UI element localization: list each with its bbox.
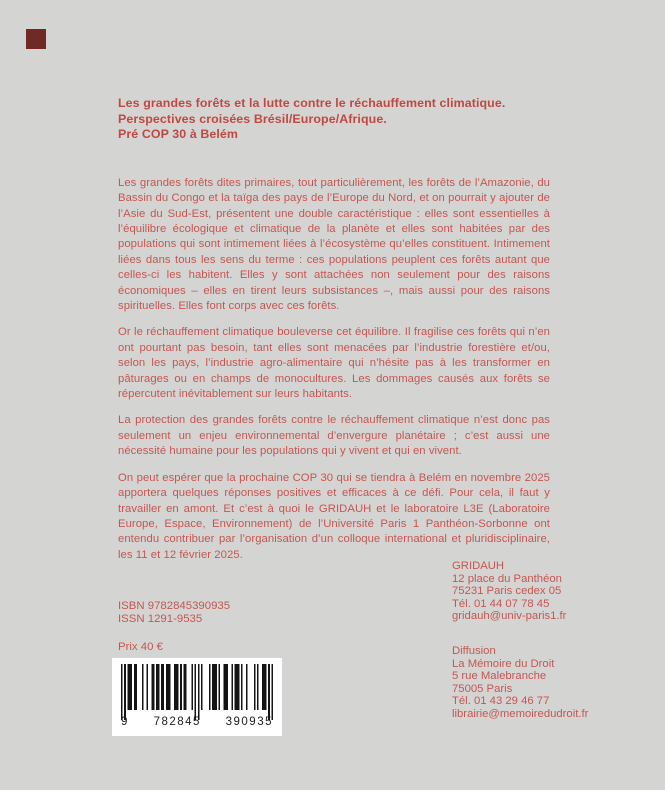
publisher-street: 12 place du Panthéon — [452, 572, 562, 585]
barcode-digit-lead: 9 — [121, 716, 129, 728]
book-title-line-3: Pré COP 30 à Belém — [118, 127, 239, 142]
blurb-paragraph-1: Les grandes forêts dites primaires, tout particulièrement, les forêts de l’Amazonie, du Bassin du Congo et la taïga des pays de l’Europe du Nord, et on pourrait y ajouter de l’Asie du Sud-Est, présentent une double caractéristique : elles sont essentielles à l’équilibre écologique et climatique de la planète et elles sont habitées par des populations qui sont intimement liées à l’écosystème qu’elles constituent. Intimement liées dans tous les sens du terme : ces populations peuplent ces forêts autant que celles-ci les habitent. Elles y sont attachées non seulement pour des raisons économiques – elles en tirent leurs subsistances –, mais aussi pour des raisons spirituelles. Elles font corps avec ces forêts. — [118, 176, 550, 313]
isbn-barcode — [112, 658, 282, 736]
book-title — [118, 96, 550, 143]
book-title-line-1: Les grandes forêts et la lutte contre le réchauffement climatique. — [118, 96, 506, 110]
issn-line: ISSN 1291-9535 — [118, 613, 203, 626]
diffusion-email: librairie@memoiredudroit.fr — [452, 707, 589, 720]
corner-mark-square — [26, 29, 46, 49]
book-title-line-2: Perspectives croisées Brésil/Europe/Afrique. — [118, 111, 387, 126]
blurb-paragraph-4: On peut espérer que la prochaine COP 30 qui se tiendra à Belém en novembre 2025 apportera quelques réponses positives et efficaces à ce défi. Pour cela, il faut y travailler en amont. Et c’est à quoi le GRIDAUH et le laboratoire L3E (Laboratoire Europe, Espace, Environnement) de l’Université Paris 1 Panthéon-Sorbonne ont entendu contribuer par l’organisation d’un colloque international et pluridisciplinaire, les 11 et 12 février 2025. — [118, 471, 550, 561]
price-line: Prix 40 € — [118, 641, 163, 653]
blurb-paragraph-3: La protection des grandes forêts contre le réchauffement climatique n’est donc pas seulement un enjeu environnemental d’envergure planétaire ; c’est aussi une nécessité humaine pour les populations qui y vivent et qui en vivent. — [118, 414, 550, 458]
publisher-address-block — [452, 560, 566, 623]
blurb-paragraph-2: Or le réchauffement climatique bouleverse cet équilibre. Il fragilise ces forêts qui n’en ont pourtant pas besoin, tant elles sont menacées par l’industrie forestière et/ou, selon les pays, l’industrie agro-alimentaire qui n’hésite pas à les transformer en pâturages ou en champs de monocultures. Les dommages causés aux forêts se répercutent inévitablement sur leurs habitants. — [118, 326, 550, 401]
back-cover-blurb — [118, 176, 550, 563]
main-text-column — [118, 96, 550, 574]
diffusion-street: 5 rue Malebranche — [452, 670, 547, 683]
publisher-city: 75231 Paris cedex 05 — [452, 585, 562, 598]
diffusion-city: 75005 Paris — [452, 682, 513, 695]
diffusion-address-block — [452, 645, 588, 721]
publisher-email: gridauh@univ-paris1.fr — [452, 610, 567, 623]
identifiers-block — [118, 600, 230, 627]
barcode-bars — [121, 664, 273, 722]
diffusion-phone: Tél. 01 43 29 46 77 — [452, 695, 550, 708]
diffusion-label: Diffusion — [452, 645, 496, 657]
barcode-number — [121, 716, 273, 728]
isbn-line: ISBN 9782845390935 — [118, 600, 231, 612]
barcode-digit-group-2: 390935 — [225, 716, 273, 728]
barcode-digit-group-1: 782845 — [153, 716, 201, 728]
publisher-phone: Tél. 01 44 07 78 45 — [452, 597, 550, 610]
diffusion-name: La Mémoire du Droit — [452, 657, 555, 670]
publisher-name: GRIDAUH — [452, 560, 505, 572]
